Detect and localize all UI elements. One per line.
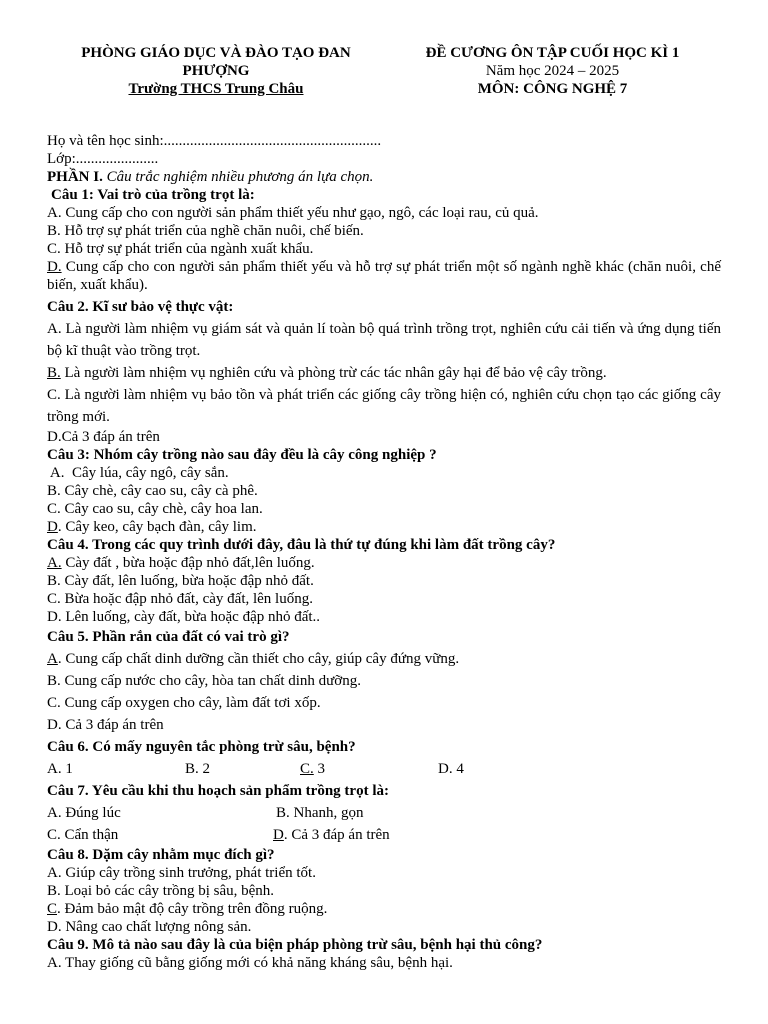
option-text: 3 bbox=[313, 761, 326, 777]
question-4-option-b: B. Cày đất, lên luống, bừa hoặc đập nhỏ đất. bbox=[47, 573, 314, 589]
question-3-option-d bbox=[47, 518, 721, 536]
department-name-cont: PHƯỢNG bbox=[182, 63, 250, 79]
question-1-option-b: B. Hỗ trợ sự phát triển của nghề chăn nuôi, chế biến. bbox=[47, 223, 364, 239]
answer-marker: C bbox=[47, 901, 58, 917]
question-5-option-c: C. Cung cấp oxygen cho cây, làm đất tơi xốp. bbox=[47, 695, 321, 711]
question-6-title: Câu 6. Có mấy nguyên tắc phòng trừ sâu, bệnh? bbox=[47, 739, 356, 755]
question-6-option-a: A. 1 bbox=[47, 761, 73, 777]
question-4-option-d: D. Lên luống, cày đất, bừa hoặc đập nhỏ đất.. bbox=[47, 609, 321, 625]
option-text: . Đảm bảo mật độ cây trồng trên đồng ruộng. bbox=[57, 901, 328, 917]
answer-marker: B. bbox=[47, 365, 61, 381]
option-text: . Cả 3 đáp án trên bbox=[283, 827, 390, 843]
question-1-option-c: C. Hỗ trợ sự phát triển của ngành xuất khẩu. bbox=[47, 241, 314, 257]
answer-marker: C. bbox=[300, 761, 314, 777]
question-6-option-c bbox=[300, 758, 325, 780]
question-2-option-d: D.Cả 3 đáp án trên bbox=[47, 429, 160, 445]
exam-body bbox=[47, 132, 721, 972]
question-4-option-c: C. Bừa hoặc đập nhỏ đất, cày đất, lên luống. bbox=[47, 591, 313, 607]
header-right bbox=[400, 44, 705, 98]
question-5-option-b: B. Cung cấp nước cho cây, hòa tan chất dinh dưỡng. bbox=[47, 673, 361, 689]
question-5-option-a bbox=[47, 648, 721, 670]
student-name-line: Họ và tên học sinh:.......................................................... bbox=[47, 133, 382, 149]
section-title: PHẦN I. bbox=[47, 169, 103, 185]
question-5-title: Câu 5. Phần rắn của đất có vai trò gì? bbox=[47, 629, 290, 645]
question-7-option-d bbox=[273, 824, 390, 846]
header-left bbox=[58, 44, 374, 98]
question-3-title: Câu 3: Nhóm cây trồng nào sau đây đều là cây công nghiệp ? bbox=[47, 447, 437, 463]
question-7-options-row-1 bbox=[47, 802, 721, 824]
student-class-line: Lớp:...................... bbox=[47, 151, 159, 167]
question-5-option-d: D. Cả 3 đáp án trên bbox=[47, 717, 164, 733]
option-text: Là người làm nhiệm vụ nghiên cứu và phòng trừ các tác nhân gây hại để bảo vệ cây trồng. bbox=[60, 365, 607, 381]
question-6-options bbox=[47, 758, 721, 780]
question-7-options-row-2 bbox=[47, 824, 721, 846]
question-2-option-a: A. Là người làm nhiệm vụ giám sát và quản lí toàn bộ quá trình trồng trọt, nghiên cứu cải tiến và ứng dụng tiến bộ kĩ thuật vào trồng trọt. bbox=[47, 321, 721, 359]
school-year: Năm học 2024 – 2025 bbox=[485, 63, 620, 79]
question-7-title: Câu 7. Yêu cầu khi thu hoạch sản phẩm trồng trọt là: bbox=[47, 783, 389, 799]
question-6-option-d: D. 4 bbox=[438, 761, 464, 777]
option-text: Cày đất , bừa hoặc đập nhỏ đất,lên luống. bbox=[61, 555, 315, 571]
question-8-option-b: B. Loại bỏ các cây trồng bị sâu, bệnh. bbox=[47, 883, 275, 899]
question-8-option-c bbox=[47, 900, 721, 918]
section-heading bbox=[47, 168, 721, 186]
question-7-option-b: B. Nhanh, gọn bbox=[276, 805, 364, 821]
question-7-option-a: A. Đúng lúc bbox=[47, 805, 121, 821]
question-4-title: Câu 4. Trong các quy trình dưới đây, đâu là thứ tự đúng khi làm đất trồng cây? bbox=[47, 537, 556, 553]
question-3-option-b: B. Cây chè, cây cao su, cây cà phê. bbox=[47, 483, 258, 499]
question-1-option-d bbox=[47, 258, 721, 294]
question-4-option-a bbox=[47, 554, 721, 572]
section-subtitle: Câu trắc nghiệm nhiều phương án lựa chọn. bbox=[102, 169, 374, 185]
question-6-option-b: B. 2 bbox=[185, 761, 211, 777]
option-text: Cung cấp cho con người sản phẩm thiết yếu và hỗ trợ sự phát triển một số ngành nghề khác (chăn nuôi, chế biến, xuất khẩu). bbox=[47, 259, 721, 293]
question-9-title: Câu 9. Mô tả nào sau đây là của biện pháp phòng trừ sâu, bệnh hại thủ công? bbox=[47, 937, 543, 953]
question-8-option-a: A. Giúp cây trồng sinh trưởng, phát triển tốt. bbox=[47, 865, 316, 881]
answer-marker: A. bbox=[47, 555, 62, 571]
answer-marker: D bbox=[47, 519, 58, 535]
question-2-option-c: C. Là người làm nhiệm vụ bảo tồn và phát triển các giống cây trồng hiện có, nghiên cứu chọn tạo các giống cây trồng mới. bbox=[47, 387, 721, 425]
question-8-title: Câu 8. Dặm cây nhằm mục đích gì? bbox=[47, 847, 275, 863]
question-3-option-c: C. Cây cao su, cây chè, cây hoa lan. bbox=[47, 501, 263, 517]
answer-marker: D. bbox=[47, 259, 62, 275]
document-title: ĐỀ CƯƠNG ÔN TẬP CUỐI HỌC KÌ 1 bbox=[425, 45, 680, 61]
question-1-option-a: A. Cung cấp cho con người sản phẩm thiết yếu như gạo, ngô, các loại rau, củ quả. bbox=[47, 205, 539, 221]
question-2-option-b bbox=[47, 362, 721, 384]
question-9-option-a: A. Thay giống cũ bằng giống mới có khả năng kháng sâu, bệnh hại. bbox=[47, 955, 453, 971]
option-text: . Cung cấp chất dinh dưỡng cần thiết cho cây, giúp cây đứng vững. bbox=[57, 651, 460, 667]
answer-marker: A bbox=[47, 651, 58, 667]
question-7-option-c: C. Cẩn thận bbox=[47, 827, 119, 843]
question-1-title: Câu 1: Vai trò của trồng trọt là: bbox=[51, 187, 255, 203]
option-text: . Cây keo, cây bạch đàn, cây lim. bbox=[57, 519, 257, 535]
answer-marker: D bbox=[273, 827, 284, 843]
subject-name: MÔN: CÔNG NGHỆ 7 bbox=[477, 81, 628, 97]
question-2-title: Câu 2. Kĩ sư bảo vệ thực vật: bbox=[47, 299, 234, 315]
question-8-option-d: D. Nâng cao chất lượng nông sản. bbox=[47, 919, 252, 935]
department-name: PHÒNG GIÁO DỤC VÀ ĐÀO TẠO ĐAN bbox=[81, 45, 351, 61]
school-name: Trường THCS Trung Châu bbox=[128, 81, 304, 97]
question-3-option-a: A. Cây lúa, cây ngô, cây sắn. bbox=[47, 465, 229, 481]
